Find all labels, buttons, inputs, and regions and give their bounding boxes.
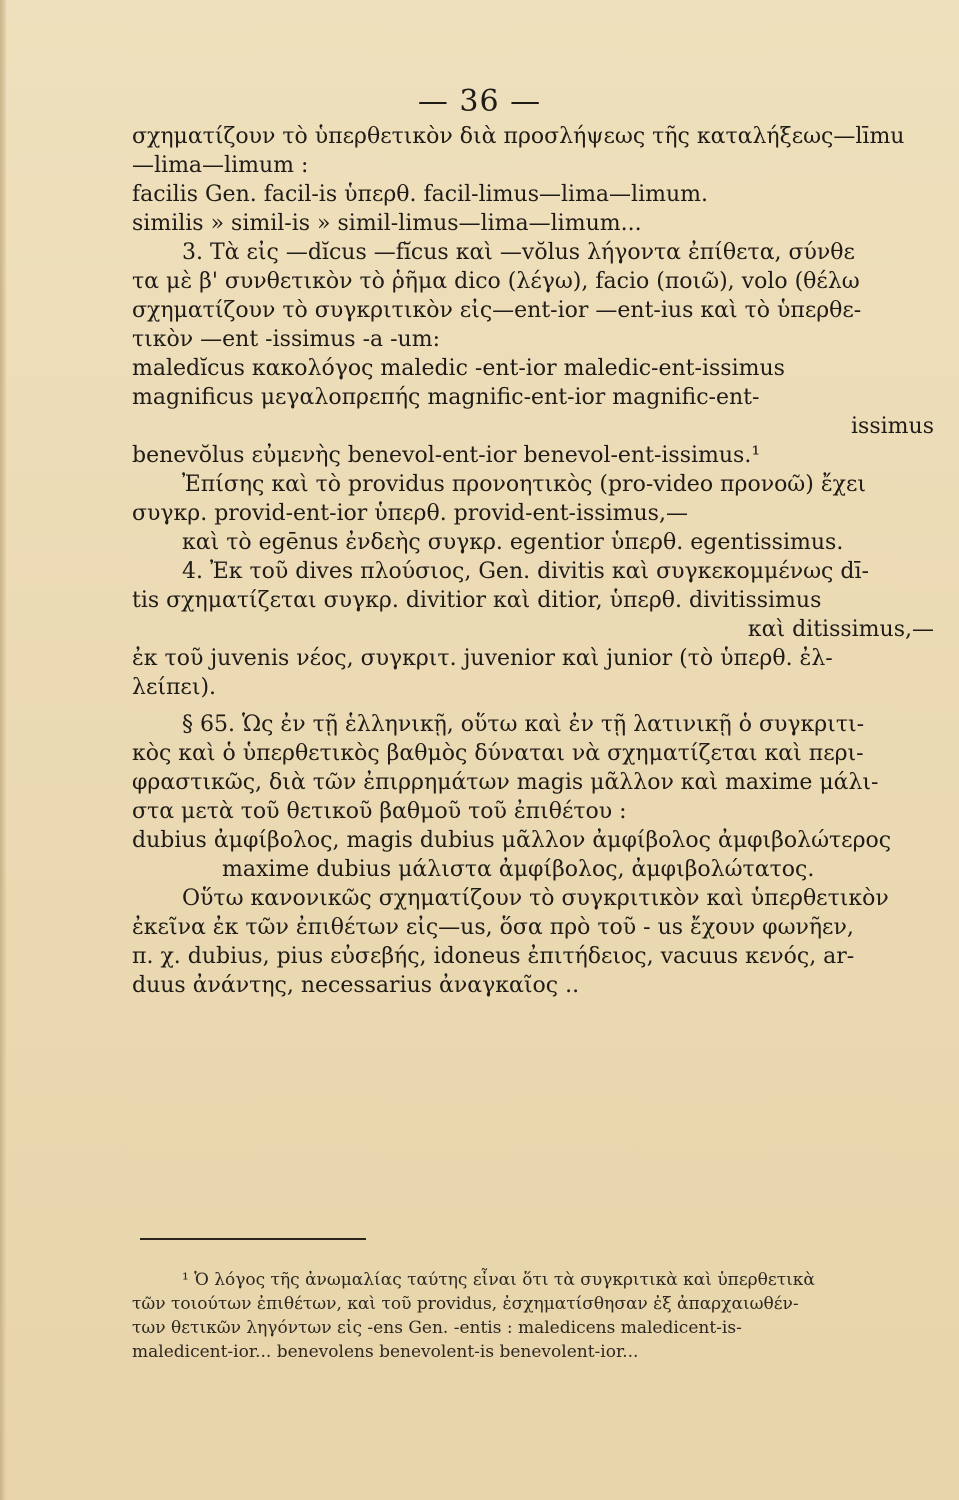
text-line: benevŏlus εὐμενὴς benevol-ent-ior benevol-ent-issimus.¹ — [132, 443, 761, 468]
text-line: 3. Τὰ εἰς —dĭcus —fĭcus καὶ —vŏlus λήγοντα ἐπίθετα, σύνθε — [182, 240, 855, 265]
text-line: λείπει). — [132, 675, 217, 700]
text-line: maxime dubius μάλιστα ἀμφίβολος, ἀμφιβολώτατος. — [222, 857, 815, 882]
text-line: magnificus μεγαλοπρεπής magnific-ent-ior magnific-ent- — [132, 385, 760, 410]
text-line: maledĭcus κακολόγος maledic -ent-ior maledic-ent-issimus — [132, 356, 785, 381]
text-line: στα μετὰ τοῦ θετικοῦ βαθμοῦ τοῦ ἐπιθέτου : — [132, 799, 627, 824]
page-number: — 36 — — [417, 84, 542, 119]
text-line: Ἐπίσης καὶ τὸ providus προνοητικὸς (pro-video προνοῶ) ἔχει — [182, 472, 866, 497]
text-line: similis » simil-is » simil-limus—lima—limum... — [132, 211, 642, 236]
text-line: 4. Ἐκ τοῦ dives πλούσιος, Gen. divitis καὶ συγκεκομμένως dī- — [182, 559, 869, 584]
footnote-line: maledicent-ior... benevolens benevolent-is benevolent-ior... — [132, 1342, 639, 1362]
text-line: Οὕτω κανονικῶς σχηματίζουν τὸ συγκριτικὸν καὶ ὑπερθετικὸν — [182, 886, 889, 911]
text-line: τικὸν —ent -issimus -a -um: — [132, 327, 440, 352]
main-text — [132, 122, 959, 1000]
text-line: καὶ ditissimus,— — [747, 617, 934, 642]
text-line: καὶ τὸ egēnus ἐνδεὴς συγκρ. egentior ὑπερθ. egentissimus. — [182, 530, 844, 555]
text-line: issimus — [851, 414, 934, 439]
text-line: dubius ἀμφίβολος, magis dubius μᾶλλον ἀμφίβολος ἀμφιβολώτερος — [132, 828, 892, 853]
text-line: π. χ. dubius, pius εὐσεβής, idoneus ἐπιτήδειος, vacuus κενός, ar- — [132, 944, 855, 969]
text-line: κὸς καὶ ὁ ὑπερθετικὸς βαθμὸς δύναται νὰ σχηματίζεται καὶ περι- — [132, 741, 864, 766]
text-line: ἐκ τοῦ juvenis νέος, συγκριτ. juvenior καὶ junior (τὸ ὑπερθ. ἐλ- — [132, 646, 833, 671]
text-line: συγκρ. provid-ent-ior ὑπερθ. provid-ent-issimus,— — [132, 501, 688, 526]
text-line: φραστικῶς, διὰ τῶν ἐπιρρημάτων magis μᾶλλον καὶ maxime μάλι- — [132, 770, 879, 795]
text-line: tis σχηματίζεται συγκρ. divitior καὶ ditior, ὑπερθ. divitissimus — [132, 588, 822, 613]
text-line: facilis Gen. facil-is ὑπερθ. facil-limus—lima—limum. — [132, 182, 709, 207]
footnote — [132, 1268, 959, 1364]
text-line: § 65. Ὡς ἐν τῇ ἑλληνικῇ, οὕτω καὶ ἐν τῇ λατινικῇ ὁ συγκριτι- — [182, 712, 865, 737]
footnote-line: των θετικῶν ληγόντων εἰς -ens Gen. -entis : maledicens maledicent-is- — [132, 1318, 742, 1338]
paragraph-gap — [132, 702, 959, 710]
text-line: τα μὲ β' συνθετικὸν τὸ ῥῆμα dico (λέγω), facio (ποιῶ), volo (θέλω — [132, 269, 860, 294]
text-line: σχηματίζουν τὸ συγκριτικὸν εἰς—ent-ior —ent-ius καὶ τὸ ὑπερθε- — [132, 298, 862, 323]
footnote-divider — [140, 1238, 366, 1240]
text-line: ἐκεῖνα ἐκ τῶν ἐπιθέτων εἰς—us, ὅσα πρὸ τοῦ - us ἔχουν φωνῆεν, — [132, 915, 854, 940]
footnote-line: ¹ Ὁ λόγος τῆς ἀνωμαλίας ταύτης εἶναι ὅτι τὰ συγκριτικὰ καὶ ὑπερθετικὰ — [182, 1270, 815, 1290]
text-line: —lima—limum : — [132, 153, 309, 178]
text-line: σχηματίζουν τὸ ὑπερθετικὸν διὰ προσλήψεως τῆς καταλήξεως—līmu — [132, 124, 905, 149]
text-line: duus ἀνάντης, necessarius ἀναγκαῖος .. — [132, 973, 580, 998]
footnote-line: τῶν τοιούτων ἐπιθέτων, καὶ τοῦ providus, ἐσχηματίσθησαν ἐξ ἀπαρχαιωθέν- — [132, 1294, 799, 1314]
page-edge-shadow — [0, 0, 6, 1500]
